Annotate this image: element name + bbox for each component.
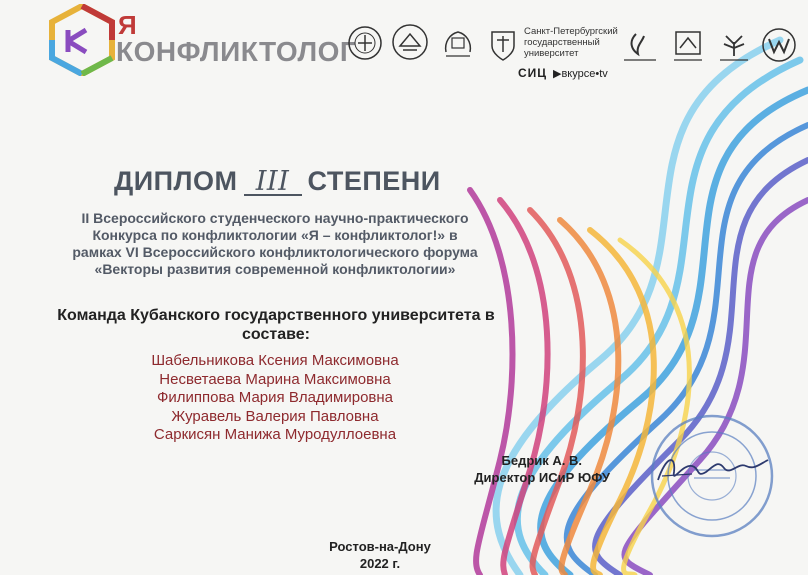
member-name: Саркисян Манижа Муродуллоевна bbox=[153, 426, 397, 443]
member-list bbox=[90, 352, 460, 445]
title-left: ДИПЛОМ bbox=[114, 166, 238, 196]
diploma-title bbox=[114, 166, 441, 197]
spbu-coat-of-arms-icon bbox=[488, 28, 518, 62]
partner-seal-icon bbox=[346, 24, 384, 62]
partner-laurel-emblem-icon bbox=[438, 26, 478, 60]
team-line: составе: bbox=[242, 326, 310, 343]
logo-ya-letter: Я bbox=[118, 10, 138, 40]
description-line: Конкурса по конфликтологии «Я – конфликтолог!» в bbox=[92, 227, 458, 243]
handwritten-signature-icon bbox=[652, 446, 772, 490]
partner-shield-logo-icon bbox=[670, 28, 706, 66]
vkurse-tv-logo: ▶вкурсе•tv bbox=[553, 68, 608, 80]
spbu-line: университет bbox=[524, 48, 579, 59]
konfliktolog-logo-icon bbox=[46, 4, 118, 76]
diploma-description bbox=[30, 210, 520, 278]
spbu-line: Санкт-Петербургский bbox=[524, 26, 618, 37]
signatory-position: Директор ИСиР ЮФУ bbox=[474, 470, 610, 485]
member-name: Несветаева Марина Максимовна bbox=[159, 370, 391, 388]
issue-city: Ростов-на-Дону bbox=[329, 539, 431, 554]
issue-year: 2022 г. bbox=[359, 556, 401, 571]
diploma-degree: III bbox=[244, 170, 302, 196]
description-line: рамках VI Всероссийского конфликтологического форума bbox=[72, 244, 478, 260]
signatory-name: Бедрик А. В. bbox=[501, 453, 582, 468]
spbu-line: государственный bbox=[524, 37, 600, 48]
member-name: Шабельникова Ксения Максимовна bbox=[151, 352, 399, 369]
partner-university-emblem-icon bbox=[390, 22, 430, 62]
spbu-name bbox=[524, 26, 618, 59]
signatory bbox=[470, 452, 610, 486]
sic-logo: СИЦ bbox=[518, 66, 548, 80]
partner-tree-logo-icon bbox=[714, 26, 754, 66]
member-name: Журавель Валерия Павловна bbox=[171, 407, 379, 425]
title-right: СТЕПЕНИ bbox=[307, 166, 441, 196]
partner-w-logo-icon bbox=[760, 26, 798, 64]
description-line: II Всероссийского студенческого научно-практического bbox=[81, 210, 469, 226]
description-line: «Векторы развития современной конфликтологии» bbox=[94, 261, 456, 277]
team-heading bbox=[26, 306, 526, 344]
team-line: Команда Кубанского государственного университета в bbox=[57, 307, 495, 324]
partner-flame-logo-icon bbox=[618, 30, 662, 66]
member-name: Филиппова Мария Владимировна bbox=[156, 389, 394, 406]
issue-place-date bbox=[300, 538, 460, 572]
logo-wordmark: КОНФЛИКТОЛОГ bbox=[116, 36, 357, 67]
